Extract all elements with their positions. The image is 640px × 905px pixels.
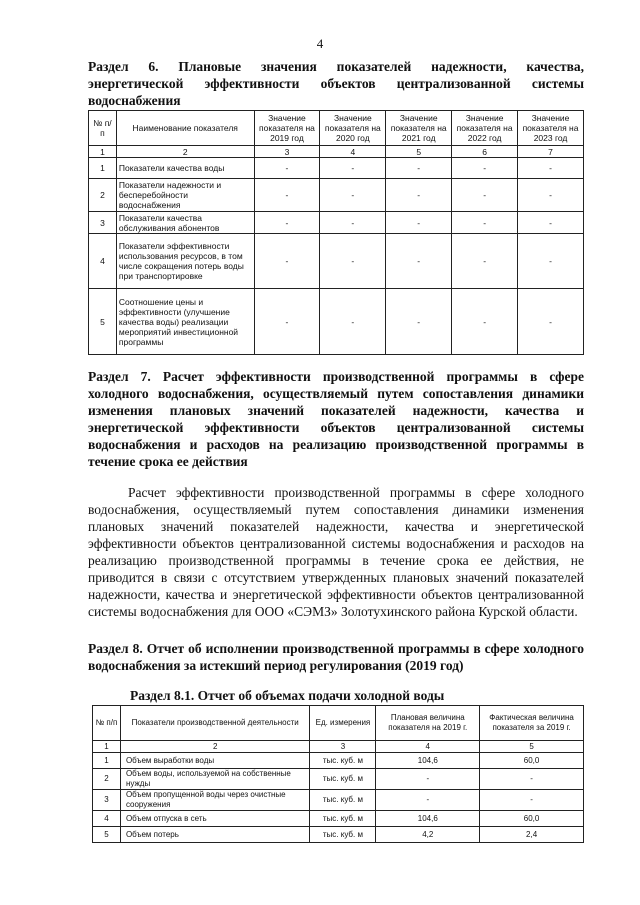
row-number: 3 [89,212,117,234]
value-cell: - [254,179,320,212]
column-number-row [93,741,584,753]
row-number: 2 [93,769,121,790]
row-number: 5 [93,827,121,843]
indicator-name: Показатели качества обслуживания абонентов [116,212,254,234]
table-row [93,827,584,843]
header-cell: № п/п [93,706,121,741]
fact-value: - [480,790,584,811]
section-8-1-title: Раздел 8.1. Отчет об объемах подачи холодной воды [130,688,445,703]
fact-value: - [480,769,584,790]
plan-value: 104,6 [376,753,480,769]
table-row [89,212,584,234]
table-row [89,158,584,179]
row-number: 1 [93,753,121,769]
section-6-title: Раздел 6. Плановые значения показателей надежности, качества, энергетической эффективности объектов централизованной системы водоснабжения [88,59,584,108]
value-cell: - [320,212,386,234]
header-cell: Показатели производственной деятельности [120,706,310,741]
column-number: 2 [116,146,254,158]
column-number: 4 [320,146,386,158]
indicator-name: Показатели качества воды [116,158,254,179]
value-cell: - [452,289,518,355]
plan-value: - [376,769,480,790]
section-8-title: Раздел 8. Отчет об исполнении производственной программы в сфере холодного водоснабжения за истекший период регулирования (2019 год) [88,641,584,673]
value-cell: - [254,289,320,355]
value-cell: - [320,179,386,212]
indicator-name: Показатели надежности и бесперебойности водоснабжения [116,179,254,212]
column-number: 3 [254,146,320,158]
value-cell: - [452,179,518,212]
column-number: 1 [89,146,117,158]
fact-value: 60,0 [480,753,584,769]
page-number: 4 [316,36,324,51]
indicator-name: Объем выработки воды [120,753,310,769]
section-7-title: Раздел 7. Расчет эффективности производственной программы в сфере холодного водоснабжения, осуществляемый путем сопоставления динамики изменения плановых значений показателей надежности, качества и энергетической эффективности объектов централизованной системы водоснабжения и расходов на реализацию производственной программы в течение срока ее действия [88,369,584,469]
row-number: 4 [89,234,117,289]
column-number: 6 [452,146,518,158]
indicator-name: Объем воды, используемой на собственные нужды [120,769,310,790]
header-cell: Ед. измерения [310,706,376,741]
unit-cell: тыс. куб. м [310,753,376,769]
header-cell: Плановая величина показателя на 2019 г. [376,706,480,741]
table-header-row [89,111,584,146]
value-cell: - [386,158,452,179]
value-cell: - [452,234,518,289]
table-row [89,234,584,289]
value-cell: - [518,212,584,234]
header-cell: Значение показателя на 2023 год [518,111,584,146]
column-number-row [89,146,584,158]
unit-cell: тыс. куб. м [310,811,376,827]
indicator-name: Объем пропущенной воды через очистные сооружения [120,790,310,811]
value-cell: - [518,289,584,355]
header-cell: Значение показателя на 2020 год [320,111,386,146]
row-number: 2 [89,179,117,212]
header-cell: Значение показателя на 2022 год [452,111,518,146]
value-cell: - [254,158,320,179]
header-cell: Значение показателя на 2021 год [386,111,452,146]
column-number: 4 [376,741,480,753]
value-cell: - [452,212,518,234]
plan-value: 104,6 [376,811,480,827]
row-number: 4 [93,811,121,827]
row-number: 5 [89,289,117,355]
table-row [93,769,584,790]
value-cell: - [386,212,452,234]
header-cell: Наименование показателя [116,111,254,146]
section-8-1-table [92,705,584,843]
fact-value: 2,4 [480,827,584,843]
value-cell: - [386,289,452,355]
indicator-name: Соотношение цены и эффективности (улучшение качества воды) реализации мероприятий инвестиционной программы [116,289,254,355]
column-number: 5 [386,146,452,158]
value-cell: - [320,234,386,289]
value-cell: - [518,158,584,179]
value-cell: - [254,234,320,289]
column-number: 7 [518,146,584,158]
header-cell: № п/п [89,111,117,146]
section-7-paragraph: Расчет эффективности производственной программы в сфере холодного водоснабжения, осуществляемый путем сопоставления динамики изменения плановых значений показателей надежности, качества и энергетической эффективности объектов централизованной системы водоснабжения и расходов на реализацию производственной программы в течение срока ее действия, не приводится в связи с отсутствием утвержденных плановых значений показателей надежности, качества и энергетической эффективности объектов централизованной системы водоснабжения для ООО «СЭМЗ» Золотухинского района Курской области. [88,485,584,619]
indicator-name: Объем потерь [120,827,310,843]
value-cell: - [518,234,584,289]
section-6-table [88,110,584,355]
plan-value: 4,2 [376,827,480,843]
column-number: 1 [93,741,121,753]
table-header-row [93,706,584,741]
indicator-name: Показатели эффективности использования ресурсов, в том числе сокращения потерь воды при транспортировке [116,234,254,289]
unit-cell: тыс. куб. м [310,769,376,790]
value-cell: - [320,289,386,355]
column-number: 2 [120,741,310,753]
plan-value: - [376,790,480,811]
value-cell: - [254,212,320,234]
table-row [89,179,584,212]
table-row [93,811,584,827]
table-row [93,753,584,769]
value-cell: - [452,158,518,179]
row-number: 1 [89,158,117,179]
column-number: 5 [480,741,584,753]
value-cell: - [386,179,452,212]
header-cell: Фактическая величина показателя за 2019 г. [480,706,584,741]
fact-value: 60,0 [480,811,584,827]
value-cell: - [320,158,386,179]
unit-cell: тыс. куб. м [310,790,376,811]
value-cell: - [386,234,452,289]
table-row [93,790,584,811]
row-number: 3 [93,790,121,811]
header-cell: Значение показателя на 2019 год [254,111,320,146]
table-row [89,289,584,355]
unit-cell: тыс. куб. м [310,827,376,843]
indicator-name: Объем отпуска в сеть [120,811,310,827]
column-number: 3 [310,741,376,753]
value-cell: - [518,179,584,212]
